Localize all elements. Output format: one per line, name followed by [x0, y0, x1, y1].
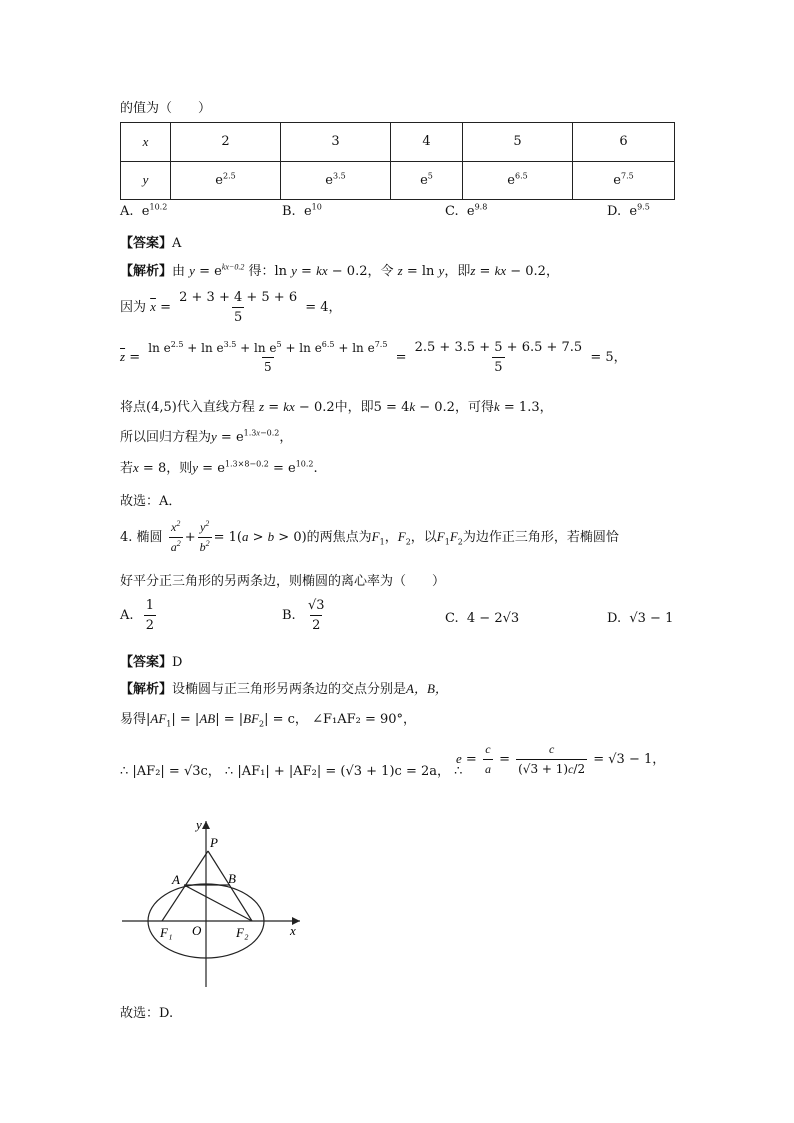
table-cell: $e^5$: [391, 161, 463, 200]
q3-data-table: [120, 122, 675, 200]
label-o: O: [192, 923, 202, 938]
ellipse-triangle-figure: [118, 815, 308, 995]
label-b: B: [228, 871, 236, 886]
q4-analysis-line1: 【解析】设椭圆与正三角形另两条边的交点分别是A，B，: [120, 681, 448, 697]
table-cell: 6: [573, 123, 675, 162]
table-cell: $e^{6.5}$: [463, 161, 573, 200]
label-f2: F₂: [236, 925, 249, 940]
q4-stem-line1: 4. 椭圆 $\frac{x^2}{a^2}$ + $\frac{y^2}{b^2}$ = 1(a > b > 0)的两焦点为$F_1$，$F_2$，以$F_1F_2$为边作正三角形，若椭圆恰: [120, 519, 619, 554]
table-cell: 3: [281, 123, 391, 162]
triangle-side-right: [208, 851, 252, 921]
segment-af2: [184, 885, 252, 921]
label-x: x: [290, 923, 296, 938]
table-cell: 4: [391, 123, 463, 162]
q4-stem-line2: 好平分正三角形的另两条边，则椭圆的离心率为（ ）: [120, 574, 446, 589]
q3-conclusion: 故选：A．: [120, 494, 182, 509]
q3-option-c[interactable]: C. $e^{9.8}$: [445, 202, 488, 219]
q4-option-b[interactable]: B. $\frac{√3}{2}$: [282, 598, 325, 633]
q3-analysis-line1: 【解析】由 $y = e^{kx-0.2}$ 得：ln y = kx − 0.2，令 z = ln y，即z = kx − 0.2，: [120, 262, 559, 279]
table-row: [121, 161, 675, 200]
table-cell: $e^{7.5}$: [573, 161, 675, 200]
table-cell: $e^{3.5}$: [281, 161, 391, 200]
table-header-x: x: [121, 123, 171, 162]
q4-option-a[interactable]: A. $\frac{1}{2}$: [120, 598, 155, 633]
table-cell: 2: [171, 123, 281, 162]
q4-option-c[interactable]: C. 4 − 2√3: [445, 611, 520, 626]
q4-analysis-line3: ∴ |AF₂| = √3c， ∴ |AF₁| + |AF₂| = (√3 + 1)c = 2a， ∴: [120, 764, 463, 779]
q3-analysis-line6: 若x = 8，则$y = e^{1.3\times 8-0.2} = e^{10.2}$.: [120, 459, 318, 476]
label-a: A: [172, 872, 180, 887]
q3-option-b[interactable]: B. $e^{10}$: [282, 202, 322, 219]
q3-analysis-line2: 因为 $\overline{x}$ = $\frac{2 + 3 + 4 + 5 + 6}{5}$ = 4，: [120, 290, 342, 325]
label-f1: F₁: [160, 925, 173, 940]
q3-analysis-line4: 将点(4,5)代入直线方程 z = kx − 0.2中，即5 = 4k − 0.2，可得k = 1.3，: [120, 399, 553, 415]
q3-answer: 【答案】A: [120, 236, 182, 251]
q3-option-a[interactable]: A. $e^{10.2}$: [120, 202, 168, 219]
q4-answer: 【答案】D: [120, 655, 183, 670]
table-row: [121, 123, 675, 162]
table-header-y: y: [121, 161, 171, 200]
table-cell: $e^{2.5}$: [171, 161, 281, 200]
q3-analysis-line3: $\overline{z}$ = $\frac{\ln e^{2.5} + \ln e^{3.5} + \ln e^5 + \ln e^{6.5} + \ln e^{7.5}}{5}$ = $\frac{2.5 + 3.5 + 5 + 6.5 + 7.5}{5}$ = 5，: [120, 340, 627, 375]
q4-conclusion: 故选：D.: [120, 1006, 174, 1021]
q3-stem-tail: 的值为（ ）: [120, 101, 212, 116]
q3-analysis-line5: 所以回归方程为$y = e^{1.3x-0.2}$，: [120, 428, 293, 445]
y-axis-arrow: [202, 821, 210, 829]
table-cell: 5: [463, 123, 573, 162]
label-p: P: [210, 835, 218, 850]
label-y: y: [196, 817, 202, 832]
q4-eccentricity-formula: e = $\frac{c}{a}$ = $\frac{c}{(√3 + 1)c/2}$ = √3 − 1，: [456, 742, 666, 776]
q3-option-d[interactable]: D. $e^{9.5}$: [607, 202, 650, 219]
q4-analysis-line2: 易得$|AF_1| = |AB| = |BF_2| = c$， ∠F₁AF₂ = 90°，: [120, 711, 417, 729]
q4-option-d[interactable]: D. √3 − 1: [607, 611, 674, 626]
